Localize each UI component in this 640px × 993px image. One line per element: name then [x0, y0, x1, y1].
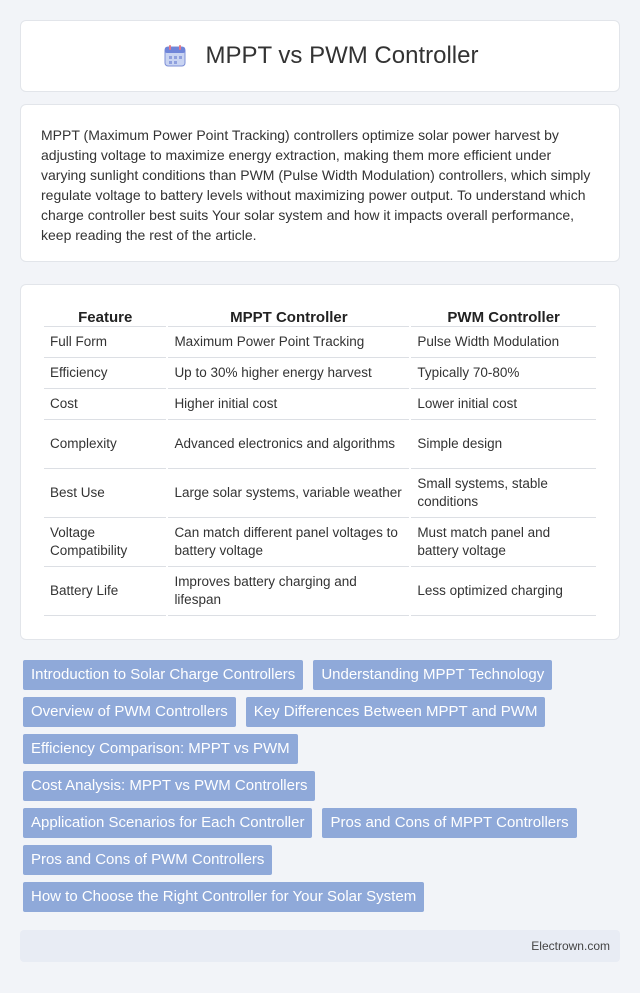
comparison-table	[42, 305, 598, 616]
table-cell: Efficiency	[44, 358, 166, 389]
table-cell: Improves battery charging and lifespan	[168, 567, 409, 616]
table-cell: Large solar systems, variable weather	[168, 469, 409, 518]
table-row	[44, 420, 596, 469]
table-cell: Must match panel and battery voltage	[411, 518, 596, 567]
table-cell: Less optimized charging	[411, 567, 596, 616]
column-header: MPPT Controller	[168, 305, 409, 327]
table-cell: Small systems, stable conditions	[411, 469, 596, 518]
tag-link[interactable]: Pros and Cons of MPPT Controllers	[322, 808, 576, 838]
table-row	[44, 469, 596, 518]
topic-tags	[20, 660, 620, 919]
comparison-table-card	[20, 284, 620, 640]
intro-card	[20, 104, 620, 262]
tag-link[interactable]: Cost Analysis: MPPT vs PWM Controllers	[23, 771, 315, 801]
tag-link[interactable]: Understanding MPPT Technology	[313, 660, 552, 690]
footer-site-link[interactable]: Electrown.com	[531, 939, 610, 953]
table-row	[44, 389, 596, 420]
table-cell: Advanced electronics and algorithms	[168, 420, 409, 469]
table-cell: Voltage Compatibility	[44, 518, 166, 567]
table-cell: Complexity	[44, 420, 166, 469]
table-cell: Pulse Width Modulation	[411, 327, 596, 358]
table-cell: Battery Life	[44, 567, 166, 616]
column-header: Feature	[44, 305, 166, 327]
table-row	[44, 327, 596, 358]
title-card	[20, 20, 620, 92]
tag-link[interactable]: Application Scenarios for Each Controller	[23, 808, 312, 838]
table-cell: Maximum Power Point Tracking	[168, 327, 409, 358]
tag-link[interactable]: Pros and Cons of PWM Controllers	[23, 845, 272, 875]
table-cell: Higher initial cost	[168, 389, 409, 420]
table-cell: Up to 30% higher energy harvest	[168, 358, 409, 389]
tag-link[interactable]: Key Differences Between MPPT and PWM	[246, 697, 546, 727]
table-row	[44, 518, 596, 567]
tag-link[interactable]: Efficiency Comparison: MPPT vs PWM	[23, 734, 298, 764]
tag-link[interactable]: Overview of PWM Controllers	[23, 697, 236, 727]
intro-text: MPPT (Maximum Power Point Tracking) controllers optimize solar power harvest by adjusting voltage to maximize energy extraction, making them more efficient under varying sunlight conditions than PWM (Pulse Width Modulation) controllers, which simply regulate voltage to battery levels without maximizing power output. To understand which charge controller best suits Your solar system and how it impacts overall performance, keep reading the rest of the article.	[41, 127, 591, 243]
table-cell: Typically 70-80%	[411, 358, 596, 389]
calendar-icon	[162, 43, 188, 69]
table-cell: Simple design	[411, 420, 596, 469]
table-cell: Can match different panel voltages to battery voltage	[168, 518, 409, 567]
table-cell: Cost	[44, 389, 166, 420]
tag-link[interactable]: Introduction to Solar Charge Controllers	[23, 660, 303, 690]
table-cell: Lower initial cost	[411, 389, 596, 420]
table-cell: Best Use	[44, 469, 166, 518]
page-title: MPPT vs PWM Controller	[205, 42, 479, 69]
table-row	[44, 567, 596, 616]
table-row	[44, 358, 596, 389]
table-cell: Full Form	[44, 327, 166, 358]
column-header: PWM Controller	[411, 305, 596, 327]
table-header-row	[44, 305, 596, 327]
tag-link[interactable]: How to Choose the Right Controller for Your Solar System	[23, 882, 424, 912]
footer	[20, 930, 620, 962]
